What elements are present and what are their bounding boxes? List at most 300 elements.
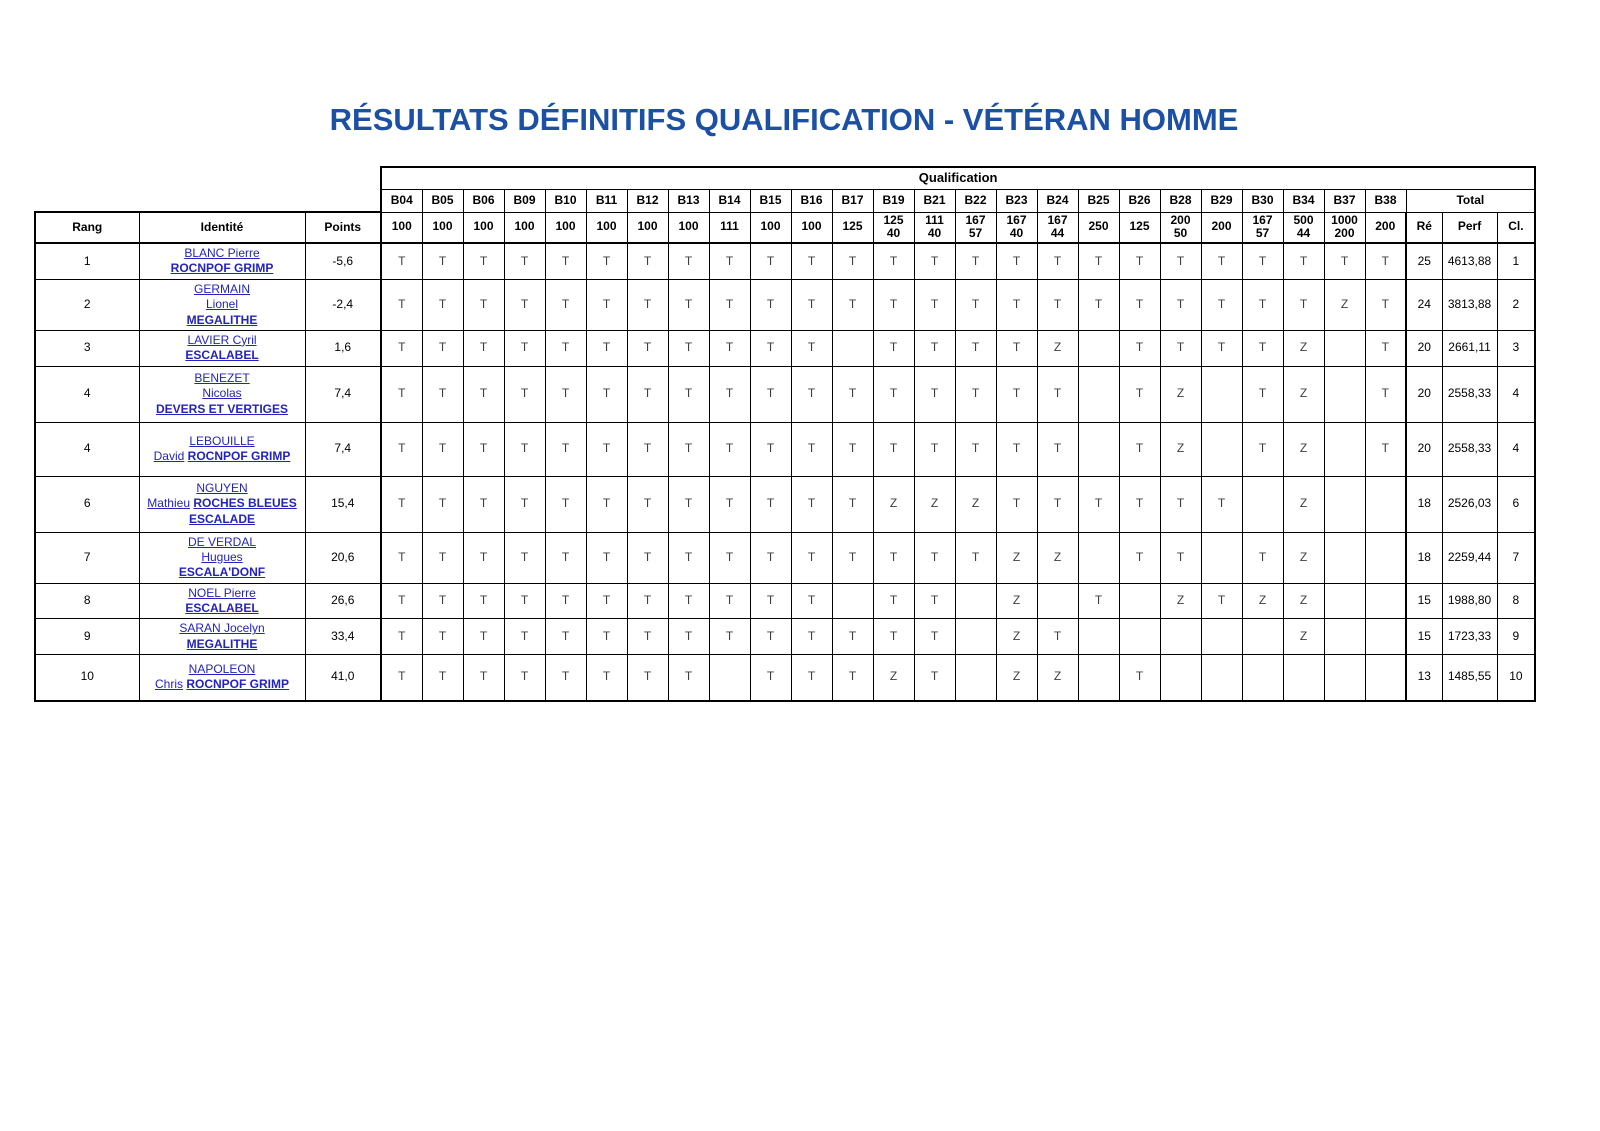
mark-cell-B04: T <box>381 330 422 366</box>
perf-cell: 1485,55 <box>1442 655 1497 701</box>
mark-cell-B26: T <box>1119 655 1160 701</box>
mark-cell-B30 <box>1242 476 1283 532</box>
mark-cell-B14: T <box>709 583 750 619</box>
class-cell: 4 <box>1497 366 1535 422</box>
mark-cell-B28: T <box>1160 476 1201 532</box>
perf-cell: 2558,33 <box>1442 422 1497 476</box>
mark-cell-B22 <box>955 583 996 619</box>
table-body <box>35 243 1535 701</box>
rank-cell: 8 <box>35 583 139 619</box>
bloc-points-B04: 100 <box>381 212 422 243</box>
athlete-link[interactable]: NGUYEN <box>196 481 248 496</box>
perf-cell: 2259,44 <box>1442 532 1497 583</box>
mark-cell-B25 <box>1078 532 1119 583</box>
mark-cell-B37 <box>1324 655 1365 701</box>
bloc-header-B19: B19 <box>873 189 914 212</box>
result-row <box>35 279 1535 330</box>
athlete-link[interactable]: NOEL Pierre <box>188 585 256 600</box>
mark-cell-B30: Z <box>1242 583 1283 619</box>
points-cell: 7,4 <box>305 366 381 422</box>
mark-cell-B15: T <box>750 243 791 279</box>
mark-cell-B09: T <box>504 422 545 476</box>
mark-cell-B16: T <box>791 243 832 279</box>
mark-cell-B04: T <box>381 583 422 619</box>
realised-count-cell: 13 <box>1406 655 1442 701</box>
mark-cell-B11: T <box>586 422 627 476</box>
mark-cell-B29: T <box>1201 583 1242 619</box>
mark-cell-B19: T <box>873 532 914 583</box>
bloc-header-B30: B30 <box>1242 189 1283 212</box>
bloc-header-B38: B38 <box>1365 189 1406 212</box>
mark-cell-B38: T <box>1365 366 1406 422</box>
mark-cell-B09: T <box>504 279 545 330</box>
mark-cell-B29 <box>1201 422 1242 476</box>
rank-cell: 3 <box>35 330 139 366</box>
athlete-link[interactable]: LAVIER Cyril <box>187 332 257 347</box>
bloc-header-B24: B24 <box>1037 189 1078 212</box>
mark-cell-B38: T <box>1365 330 1406 366</box>
mark-cell-B16: T <box>791 422 832 476</box>
mark-cell-B22: T <box>955 366 996 422</box>
mark-cell-B12: T <box>627 279 668 330</box>
bloc-points-B26: 125 <box>1119 212 1160 243</box>
mark-cell-B05: T <box>422 619 463 655</box>
spacer-cell <box>35 189 381 212</box>
mark-cell-B37: T <box>1324 243 1365 279</box>
bloc-points-B17: 125 <box>832 212 873 243</box>
column-header-row <box>35 212 1535 243</box>
result-row <box>35 583 1535 619</box>
mark-cell-B26: T <box>1119 476 1160 532</box>
mark-cell-B21: T <box>914 422 955 476</box>
club-link[interactable]: ESCALABEL <box>185 348 259 363</box>
mark-cell-B37: Z <box>1324 279 1365 330</box>
mark-cell-B29: T <box>1201 330 1242 366</box>
realised-count-cell: 25 <box>1406 243 1442 279</box>
mark-cell-B06: T <box>463 583 504 619</box>
athlete-link[interactable]: Hugues <box>201 549 243 564</box>
mark-cell-B38: T <box>1365 279 1406 330</box>
bloc-header-B37: B37 <box>1324 189 1365 212</box>
mark-cell-B11: T <box>586 532 627 583</box>
mark-cell-B28: Z <box>1160 422 1201 476</box>
mark-cell-B06: T <box>463 243 504 279</box>
mark-cell-B14: T <box>709 330 750 366</box>
bloc-points-B05: 100 <box>422 212 463 243</box>
mark-cell-B26: T <box>1119 366 1160 422</box>
mark-cell-B15: T <box>750 366 791 422</box>
mark-cell-B16: T <box>791 619 832 655</box>
mark-cell-B24: T <box>1037 619 1078 655</box>
mark-cell-B21: T <box>914 243 955 279</box>
mark-cell-B10: T <box>545 243 586 279</box>
mark-cell-B24: T <box>1037 279 1078 330</box>
mark-cell-B38 <box>1365 476 1406 532</box>
points-cell: 26,6 <box>305 583 381 619</box>
mark-cell-B16: T <box>791 366 832 422</box>
class-cell: 10 <box>1497 655 1535 701</box>
mark-cell-B15: T <box>750 476 791 532</box>
mark-cell-B09: T <box>504 532 545 583</box>
perf-cell: 1723,33 <box>1442 619 1497 655</box>
mark-cell-B16: T <box>791 476 832 532</box>
realised-count-cell: 18 <box>1406 532 1442 583</box>
bloc-points-B21: 111 40 <box>914 212 955 243</box>
bloc-header-B34: B34 <box>1283 189 1324 212</box>
mark-cell-B10: T <box>545 532 586 583</box>
mark-cell-B13: T <box>668 532 709 583</box>
results-table <box>34 166 1536 702</box>
mark-cell-B34: Z <box>1283 532 1324 583</box>
mark-cell-B38 <box>1365 619 1406 655</box>
bloc-points-B30: 167 57 <box>1242 212 1283 243</box>
club-link[interactable]: ESCALADE <box>188 511 255 526</box>
mark-cell-B06: T <box>463 476 504 532</box>
mark-cell-B25 <box>1078 655 1119 701</box>
rank-cell: 4 <box>35 422 139 476</box>
mark-cell-B23: T <box>996 476 1037 532</box>
bloc-header-B29: B29 <box>1201 189 1242 212</box>
mark-cell-B11: T <box>586 243 627 279</box>
identity-cell <box>139 279 305 330</box>
mark-cell-B10: T <box>545 330 586 366</box>
qualification-header: Qualification <box>381 167 1535 189</box>
mark-cell-B22: T <box>955 532 996 583</box>
mark-cell-B26: T <box>1119 243 1160 279</box>
mark-cell-B16: T <box>791 655 832 701</box>
mark-cell-B17: T <box>832 422 873 476</box>
result-row <box>35 619 1535 655</box>
mark-cell-B10: T <box>545 422 586 476</box>
bloc-points-B29: 200 <box>1201 212 1242 243</box>
mark-cell-B09: T <box>504 476 545 532</box>
bloc-points-B15: 100 <box>750 212 791 243</box>
bloc-points-B14: 111 <box>709 212 750 243</box>
identite-header: Identité <box>139 212 305 243</box>
mark-cell-B24: T <box>1037 366 1078 422</box>
bloc-points-B22: 167 57 <box>955 212 996 243</box>
mark-cell-B10: T <box>545 655 586 701</box>
rank-cell: 4 <box>35 366 139 422</box>
mark-cell-B19: T <box>873 583 914 619</box>
realised-count-cell: 15 <box>1406 619 1442 655</box>
mark-cell-B15: T <box>750 532 791 583</box>
mark-cell-B22 <box>955 619 996 655</box>
realised-count-cell: 20 <box>1406 422 1442 476</box>
mark-cell-B17: T <box>832 366 873 422</box>
mark-cell-B23: Z <box>996 619 1037 655</box>
mark-cell-B23: T <box>996 422 1037 476</box>
mark-cell-B12: T <box>627 619 668 655</box>
mark-cell-B23: T <box>996 330 1037 366</box>
club-link[interactable]: ROCNPOF GRIMP <box>186 677 290 692</box>
mark-cell-B24: T <box>1037 243 1078 279</box>
rank-cell: 9 <box>35 619 139 655</box>
bloc-header-B05: B05 <box>422 189 463 212</box>
mark-cell-B30 <box>1242 619 1283 655</box>
mark-cell-B30: T <box>1242 279 1283 330</box>
mark-cell-B11: T <box>586 279 627 330</box>
mark-cell-B14: T <box>709 476 750 532</box>
club-link[interactable]: MEGALITHE <box>186 312 258 327</box>
mark-cell-B14: T <box>709 619 750 655</box>
athlete-link[interactable]: SARAN Jocelyn <box>179 621 265 636</box>
result-row <box>35 476 1535 532</box>
rang-header: Rang <box>35 212 139 243</box>
cl-header: Cl. <box>1497 212 1535 243</box>
result-row <box>35 422 1535 476</box>
realised-count-cell: 18 <box>1406 476 1442 532</box>
mark-cell-B06: T <box>463 619 504 655</box>
athlete-link[interactable]: Nicolas <box>202 386 242 401</box>
mark-cell-B29: T <box>1201 476 1242 532</box>
identity-cell <box>139 422 305 476</box>
mark-cell-B19: T <box>873 243 914 279</box>
mark-cell-B16: T <box>791 279 832 330</box>
mark-cell-B11: T <box>586 655 627 701</box>
mark-cell-B37 <box>1324 583 1365 619</box>
bloc-header-B28: B28 <box>1160 189 1201 212</box>
mark-cell-B34 <box>1283 655 1324 701</box>
mark-cell-B14: T <box>709 532 750 583</box>
mark-cell-B10: T <box>545 366 586 422</box>
result-row <box>35 366 1535 422</box>
mark-cell-B29 <box>1201 532 1242 583</box>
bloc-header-B09: B09 <box>504 189 545 212</box>
mark-cell-B38 <box>1365 532 1406 583</box>
mark-cell-B13: T <box>668 619 709 655</box>
bloc-header-B15: B15 <box>750 189 791 212</box>
mark-cell-B34: Z <box>1283 619 1324 655</box>
mark-cell-B26: T <box>1119 422 1160 476</box>
mark-cell-B34: T <box>1283 243 1324 279</box>
mark-cell-B22 <box>955 655 996 701</box>
bloc-points-B25: 250 <box>1078 212 1119 243</box>
bloc-header-B14: B14 <box>709 189 750 212</box>
bloc-points-B12: 100 <box>627 212 668 243</box>
mark-cell-B15: T <box>750 422 791 476</box>
athlete-link[interactable]: LEBOUILLE <box>189 433 255 448</box>
mark-cell-B22: T <box>955 279 996 330</box>
mark-cell-B28 <box>1160 655 1201 701</box>
club-link[interactable]: ESCALA'DONF <box>178 565 266 580</box>
athlete-link[interactable]: GERMAIN <box>193 281 250 296</box>
perf-cell: 3813,88 <box>1442 279 1497 330</box>
club-link[interactable]: ROCHES BLEUES <box>193 496 297 511</box>
mark-cell-B19: T <box>873 279 914 330</box>
realised-count-cell: 24 <box>1406 279 1442 330</box>
mark-cell-B12: T <box>627 330 668 366</box>
mark-cell-B05: T <box>422 366 463 422</box>
bloc-header-B22: B22 <box>955 189 996 212</box>
mark-cell-B16: T <box>791 532 832 583</box>
athlete-link[interactable]: NAPOLEON <box>188 662 256 677</box>
bloc-header-B17: B17 <box>832 189 873 212</box>
points-cell: 41,0 <box>305 655 381 701</box>
class-cell: 3 <box>1497 330 1535 366</box>
mark-cell-B06: T <box>463 330 504 366</box>
club-link[interactable]: DEVERS ET VERTIGES <box>155 401 289 416</box>
club-link[interactable]: ESCALABEL <box>185 601 259 616</box>
class-cell: 9 <box>1497 619 1535 655</box>
mark-cell-B37 <box>1324 422 1365 476</box>
identity-cell <box>139 366 305 422</box>
class-cell: 1 <box>1497 243 1535 279</box>
identity-cell <box>139 655 305 701</box>
bloc-header-B16: B16 <box>791 189 832 212</box>
bloc-points-B34: 500 44 <box>1283 212 1324 243</box>
athlete-link[interactable]: Chris <box>154 677 183 692</box>
mark-cell-B21: T <box>914 583 955 619</box>
qualification-header-row <box>35 167 1535 189</box>
mark-cell-B05: T <box>422 583 463 619</box>
bloc-header-B13: B13 <box>668 189 709 212</box>
mark-cell-B14: T <box>709 279 750 330</box>
mark-cell-B13: T <box>668 655 709 701</box>
bloc-header-B26: B26 <box>1119 189 1160 212</box>
mark-cell-B17: T <box>832 619 873 655</box>
club-link[interactable]: ROCNPOF GRIMP <box>170 261 274 276</box>
mark-cell-B10: T <box>545 583 586 619</box>
mark-cell-B26 <box>1119 619 1160 655</box>
mark-cell-B06: T <box>463 366 504 422</box>
athlete-link[interactable]: David <box>153 449 185 464</box>
mark-cell-B12: T <box>627 655 668 701</box>
realised-count-cell: 20 <box>1406 366 1442 422</box>
mark-cell-B05: T <box>422 279 463 330</box>
bloc-points-B10: 100 <box>545 212 586 243</box>
mark-cell-B24: Z <box>1037 655 1078 701</box>
perf-cell: 2526,03 <box>1442 476 1497 532</box>
points-header: Points <box>305 212 381 243</box>
athlete-link[interactable]: Lionel <box>205 297 239 312</box>
bloc-points-B11: 100 <box>586 212 627 243</box>
mark-cell-B14: T <box>709 243 750 279</box>
mark-cell-B24: Z <box>1037 532 1078 583</box>
bloc-points-B38: 200 <box>1365 212 1406 243</box>
mark-cell-B14 <box>709 655 750 701</box>
mark-cell-B04: T <box>381 655 422 701</box>
identity-cell <box>139 619 305 655</box>
bloc-header-B11: B11 <box>586 189 627 212</box>
mark-cell-B34: Z <box>1283 583 1324 619</box>
perf-header: Perf <box>1442 212 1497 243</box>
realised-count-cell: 15 <box>1406 583 1442 619</box>
mark-cell-B04: T <box>381 243 422 279</box>
mark-cell-B24: T <box>1037 476 1078 532</box>
mark-cell-B23: T <box>996 366 1037 422</box>
rank-cell: 7 <box>35 532 139 583</box>
realised-count-cell: 20 <box>1406 330 1442 366</box>
mark-cell-B34: Z <box>1283 330 1324 366</box>
mark-cell-B12: T <box>627 583 668 619</box>
athlete-link[interactable]: BENEZET <box>194 371 250 386</box>
mark-cell-B12: T <box>627 422 668 476</box>
mark-cell-B25: T <box>1078 583 1119 619</box>
bloc-points-B13: 100 <box>668 212 709 243</box>
mark-cell-B14: T <box>709 422 750 476</box>
mark-cell-B05: T <box>422 655 463 701</box>
mark-cell-B29: T <box>1201 279 1242 330</box>
mark-cell-B04: T <box>381 532 422 583</box>
athlete-link[interactable]: Mathieu <box>147 496 190 511</box>
mark-cell-B13: T <box>668 330 709 366</box>
mark-cell-B05: T <box>422 532 463 583</box>
total-header: Total <box>1406 189 1535 212</box>
mark-cell-B37 <box>1324 619 1365 655</box>
mark-cell-B25 <box>1078 330 1119 366</box>
mark-cell-B30: T <box>1242 366 1283 422</box>
result-row <box>35 243 1535 279</box>
mark-cell-B37 <box>1324 366 1365 422</box>
table-header <box>35 167 1535 243</box>
mark-cell-B23: Z <box>996 583 1037 619</box>
mark-cell-B05: T <box>422 330 463 366</box>
mark-cell-B28: Z <box>1160 366 1201 422</box>
mark-cell-B12: T <box>627 243 668 279</box>
bloc-header-B06: B06 <box>463 189 504 212</box>
mark-cell-B21: T <box>914 279 955 330</box>
mark-cell-B19: T <box>873 619 914 655</box>
mark-cell-B23: Z <box>996 655 1037 701</box>
club-link[interactable]: ROCNPOF GRIMP <box>187 449 291 464</box>
mark-cell-B38 <box>1365 583 1406 619</box>
mark-cell-B23: T <box>996 243 1037 279</box>
bloc-points-B23: 167 40 <box>996 212 1037 243</box>
mark-cell-B25: T <box>1078 279 1119 330</box>
class-cell: 7 <box>1497 532 1535 583</box>
mark-cell-B04: T <box>381 476 422 532</box>
mark-cell-B04: T <box>381 619 422 655</box>
perf-cell: 4613,88 <box>1442 243 1497 279</box>
mark-cell-B09: T <box>504 655 545 701</box>
bloc-header-B04: B04 <box>381 189 422 212</box>
mark-cell-B09: T <box>504 619 545 655</box>
rank-cell: 2 <box>35 279 139 330</box>
mark-cell-B06: T <box>463 655 504 701</box>
mark-cell-B34: T <box>1283 279 1324 330</box>
mark-cell-B04: T <box>381 279 422 330</box>
athlete-link[interactable]: DE VERDAL <box>187 534 257 549</box>
mark-cell-B34: Z <box>1283 422 1324 476</box>
class-cell: 6 <box>1497 476 1535 532</box>
mark-cell-B22: T <box>955 422 996 476</box>
bloc-header-B25: B25 <box>1078 189 1119 212</box>
mark-cell-B19: Z <box>873 476 914 532</box>
bloc-points-B28: 200 50 <box>1160 212 1201 243</box>
mark-cell-B25 <box>1078 366 1119 422</box>
club-link[interactable]: MEGALITHE <box>186 636 258 651</box>
identity-cell <box>139 583 305 619</box>
mark-cell-B06: T <box>463 532 504 583</box>
mark-cell-B25: T <box>1078 243 1119 279</box>
mark-cell-B13: T <box>668 583 709 619</box>
mark-cell-B11: T <box>586 619 627 655</box>
mark-cell-B12: T <box>627 532 668 583</box>
mark-cell-B38: T <box>1365 422 1406 476</box>
mark-cell-B05: T <box>422 243 463 279</box>
class-cell: 2 <box>1497 279 1535 330</box>
mark-cell-B09: T <box>504 243 545 279</box>
mark-cell-B28: T <box>1160 532 1201 583</box>
mark-cell-B06: T <box>463 279 504 330</box>
mark-cell-B12: T <box>627 476 668 532</box>
points-cell: 7,4 <box>305 422 381 476</box>
mark-cell-B19: T <box>873 330 914 366</box>
identity-cell <box>139 476 305 532</box>
athlete-link[interactable]: BLANC Pierre <box>184 246 260 261</box>
mark-cell-B26: T <box>1119 532 1160 583</box>
